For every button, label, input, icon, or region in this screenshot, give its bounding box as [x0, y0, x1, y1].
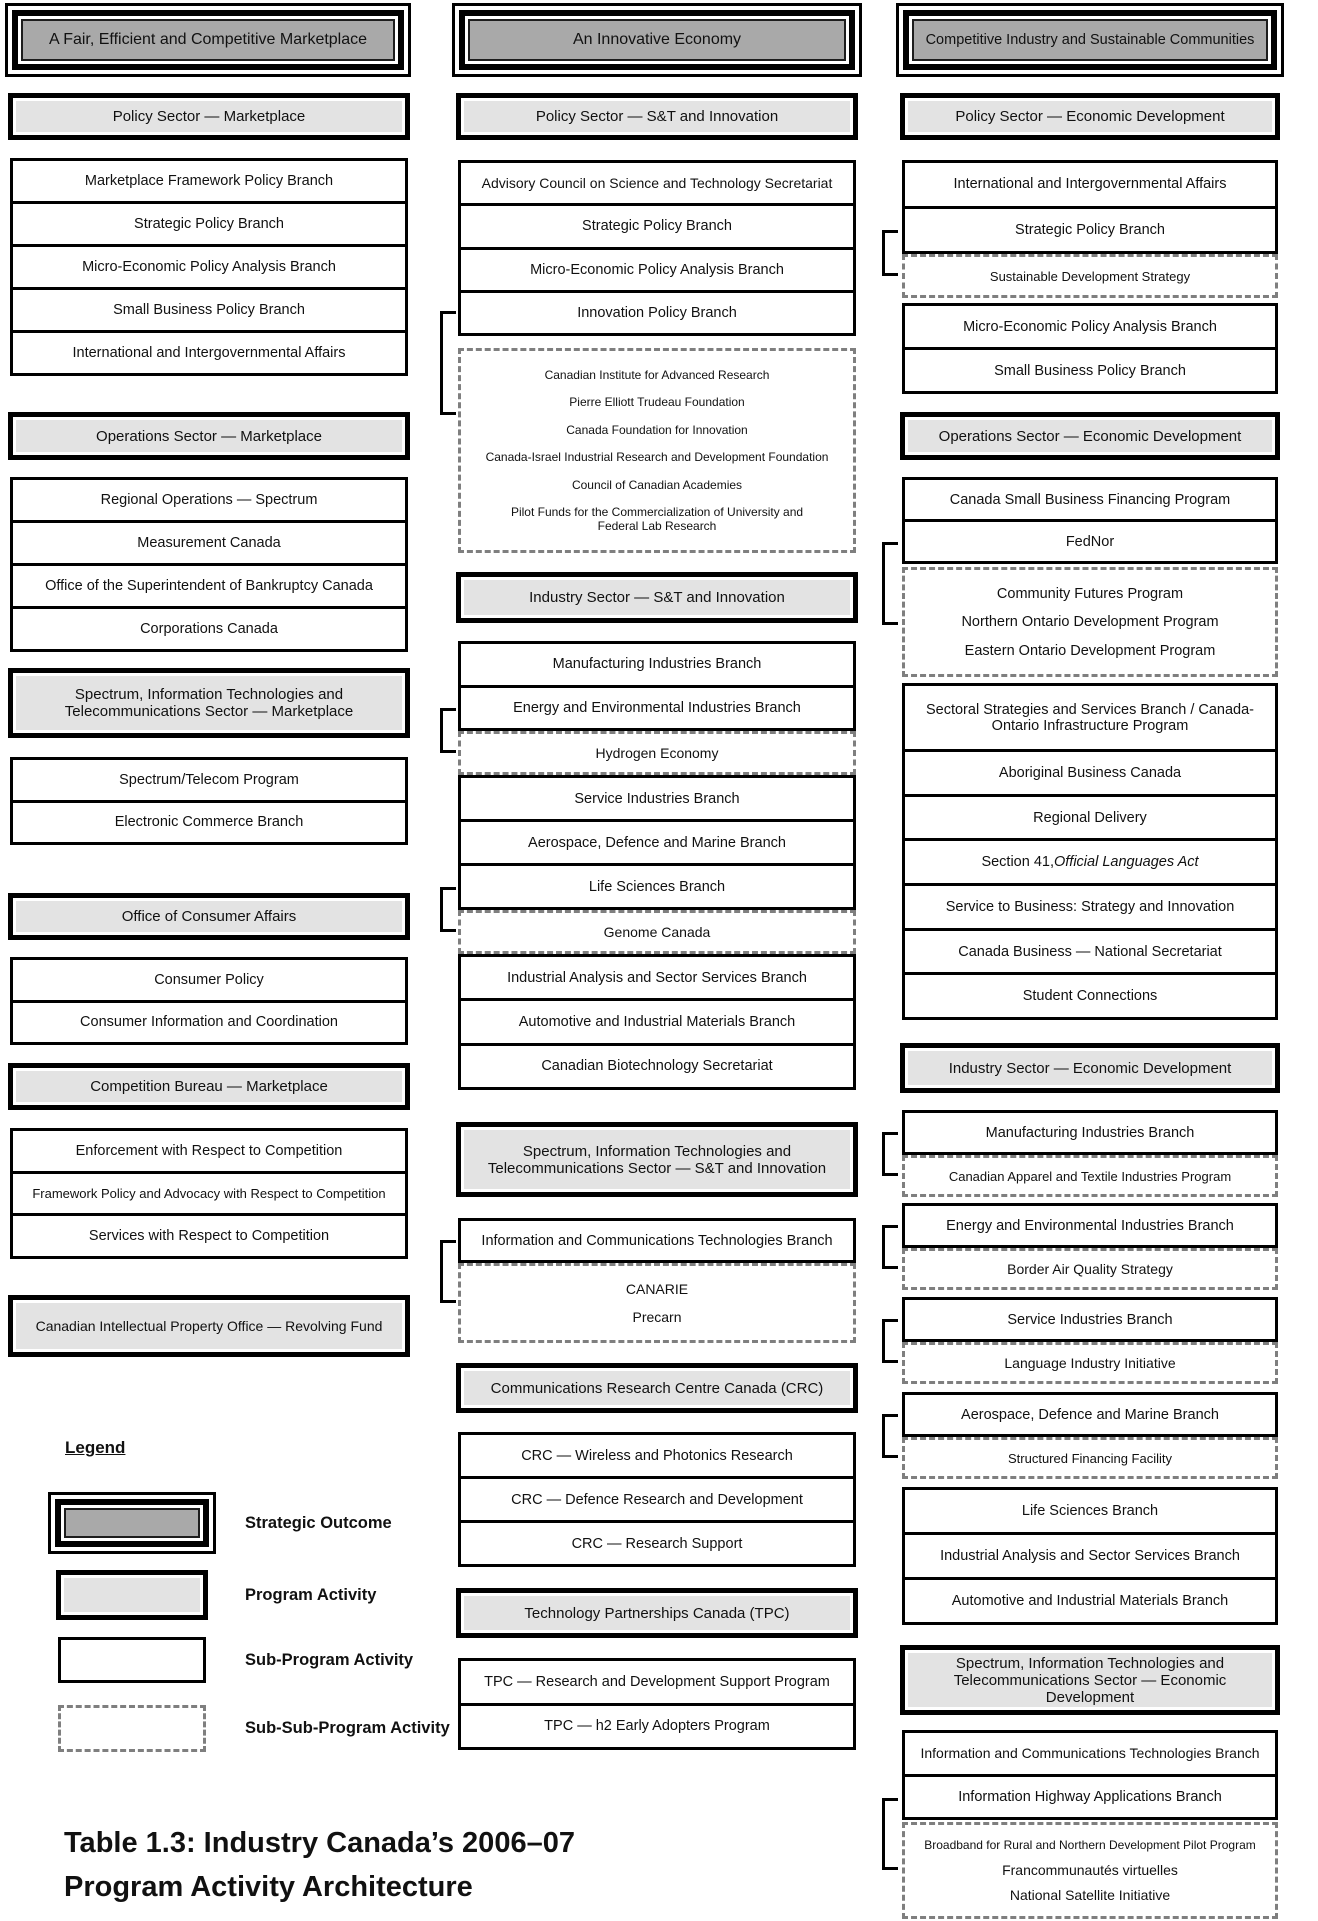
sub-program-row: Small Business Policy Branch — [13, 290, 405, 333]
legend-sub-program-swatch — [58, 1637, 206, 1683]
group-spectrum-marketplace — [10, 757, 408, 845]
legend-sub-sub-program-swatch — [58, 1705, 206, 1752]
group-manufacturing — [902, 1110, 1278, 1155]
sub-program-row: Micro-Economic Policy Analysis Branch — [461, 250, 853, 293]
sub-program-row: Service Industries Branch — [461, 778, 853, 822]
sub-program-row: Service to Business: Strategy and Innovation — [905, 886, 1275, 931]
sub-program-row: Life Sciences Branch — [905, 1490, 1275, 1535]
sub-sub-structured-financing — [902, 1437, 1278, 1479]
sub-program-row: Canada Business — National Secretariat — [905, 931, 1275, 976]
sub-sub-genome-canada — [458, 910, 856, 954]
program-spectrum-sector-marketplace: Spectrum, Information Technologies and Telecommunications Sector — Marketplace — [8, 668, 410, 738]
legend-sub-sub-program-label: Sub-Sub-Program Activity — [245, 1719, 450, 1737]
sub-program-row: Automotive and Industrial Materials Branch — [461, 1001, 853, 1045]
sub-sub-program-item: Council of Canadian Academies — [571, 477, 743, 492]
sub-program-row: Industrial Analysis and Sector Services Branch — [461, 957, 853, 1001]
sub-program-row: Consumer Policy — [13, 960, 405, 1003]
group-operations-marketplace — [10, 477, 408, 652]
legend-strategic-swatch — [48, 1492, 216, 1554]
sub-sub-program-item: Canada-Israel Industrial Research and Development Foundation — [485, 450, 829, 465]
sub-sub-program-item: Broadband for Rural and Northern Development Pilot Program — [924, 1837, 1256, 1852]
strategic-outcome-label: An Innovative Economy — [468, 19, 846, 61]
group-service-industries — [902, 1297, 1278, 1342]
sub-sub-program-item: Canadian Apparel and Textile Industries Program — [948, 1168, 1232, 1184]
sub-program-row: Automotive and Industrial Materials Branch — [951, 1593, 1229, 1609]
sub-sub-program-item: Canadian Institute for Advanced Research — [544, 367, 770, 382]
group-energy-environment — [902, 1203, 1278, 1248]
group-policy-economic-b — [902, 303, 1278, 394]
sub-program-row: Energy and Environmental Industries Branch — [513, 699, 801, 716]
sub-program-row: Electronic Commerce Branch — [114, 814, 304, 831]
sub-sub-language-industry — [902, 1342, 1278, 1384]
sub-sub-program-item: Community Futures Program — [996, 585, 1184, 602]
program-office-consumer-affairs: Office of Consumer Affairs — [8, 893, 410, 940]
group-industry-a — [458, 641, 856, 731]
program-operations-sector-marketplace: Operations Sector — Marketplace — [8, 412, 410, 460]
group-ict-economic — [902, 1730, 1278, 1820]
strategic-outcome-frame — [903, 10, 1277, 70]
group-policy-marketplace — [10, 158, 408, 376]
connector-bracket — [440, 1240, 456, 1303]
legend-program-label: Program Activity — [245, 1585, 377, 1604]
sub-program-row: Corporations Canada — [140, 621, 278, 637]
sub-program-row: Manufacturing Industries Branch — [985, 1124, 1195, 1141]
program-policy-sector-economic: Policy Sector — Economic Development — [900, 93, 1280, 140]
sub-sub-group-ict — [458, 1263, 856, 1343]
sub-program-row: Information Highway Applications Branch — [958, 1788, 1222, 1805]
connector-bracket — [440, 708, 456, 753]
sub-sub-program-item: Language Industry Initiative — [1004, 1355, 1176, 1371]
group-operations-economic — [902, 477, 1278, 564]
connector-bracket — [882, 1319, 898, 1363]
group-industry-c — [458, 954, 856, 1090]
sub-program-row: Aboriginal Business Canada — [905, 752, 1275, 797]
sub-program-row: Aerospace, Defence and Marine Branch — [961, 1406, 1219, 1423]
sub-program-row: Student Connections — [1022, 988, 1158, 1005]
sub-program-row: Consumer Information and Coordination — [80, 1014, 338, 1031]
section41-prefix: Section 41, — [981, 854, 1054, 871]
group-competition-bureau — [10, 1128, 408, 1259]
legend-heading: Legend — [65, 1438, 126, 1457]
sub-program-row: Sectoral Strategies and Services Branch / Canada-Ontario Infrastructure Program — [905, 686, 1275, 752]
group-ict-branch — [458, 1218, 856, 1263]
sub-sub-group-broadband — [902, 1822, 1278, 1919]
strategic-outcome-frame — [12, 10, 404, 70]
program-industry-sector-st-innovation: Industry Sector — S&T and Innovation — [456, 572, 858, 623]
sub-program-row: Micro-Economic Policy Analysis Branch — [905, 306, 1275, 350]
legend-strategic-swatch-frame — [55, 1499, 209, 1547]
connector-bracket — [440, 311, 456, 415]
group-policy-st-innovation — [458, 160, 856, 336]
sub-sub-program-item: Structured Financing Facility — [1007, 1450, 1172, 1466]
legend-strategic-swatch-fill — [64, 1508, 200, 1538]
program-policy-sector-marketplace: Policy Sector — Marketplace — [8, 93, 410, 140]
sub-program-row: Office of the Superintendent of Bankruptcy Canada — [13, 566, 405, 609]
group-services-economic — [902, 683, 1278, 1020]
strategic-outcome-competitive-industry — [896, 3, 1284, 77]
sub-sub-program-item: Precarn — [632, 1309, 682, 1325]
sub-program-row: Innovation Policy Branch — [577, 304, 737, 321]
sub-sub-program-item: Eastern Ontario Development Program — [964, 642, 1216, 659]
sub-program-row: International and Intergovernmental Affairs — [72, 345, 346, 361]
strategic-outcome-label: A Fair, Efficient and Competitive Marketplace — [21, 19, 395, 61]
sub-sub-sustainable-development — [902, 254, 1278, 298]
group-consumer-affairs — [10, 957, 408, 1045]
sub-sub-group-innovation-policy — [458, 348, 856, 553]
sub-program-row: CRC — Defence Research and Development — [461, 1479, 853, 1523]
sub-program-row: Advisory Council on Science and Technology Secretariat — [461, 163, 853, 206]
sub-program-row: FedNor — [1065, 533, 1115, 550]
group-industry-b — [458, 775, 856, 910]
sub-sub-hydrogen-economy — [458, 731, 856, 775]
program-crc: Communications Research Centre Canada (CRC) — [456, 1363, 858, 1413]
sub-sub-program-item: Francommunautés virtuelles — [1002, 1861, 1178, 1878]
sub-sub-program-item: Canada Foundation for Innovation — [566, 422, 748, 437]
sub-program-row: Services with Respect to Competition — [88, 1228, 330, 1245]
sub-program-row: Regional Delivery — [905, 797, 1275, 842]
sub-sub-border-air-quality — [902, 1248, 1278, 1290]
connector-bracket — [882, 1414, 898, 1458]
sub-program-row: International and Intergovernmental Affairs — [905, 163, 1275, 209]
connector-bracket — [440, 887, 456, 932]
connector-bracket — [882, 1798, 898, 1870]
sub-program-row: Micro-Economic Policy Analysis Branch — [13, 247, 405, 290]
legend-program-swatch — [56, 1570, 208, 1620]
sub-program-row: Canadian Biotechnology Secretariat — [541, 1058, 773, 1075]
strategic-outcome-marketplace — [5, 3, 411, 77]
program-policy-sector-st-innovation: Policy Sector — S&T and Innovation — [456, 93, 858, 140]
legend-strategic-label: Strategic Outcome — [245, 1513, 392, 1532]
connector-bracket — [882, 230, 898, 276]
sub-sub-program-item: Genome Canada — [603, 924, 711, 940]
strategic-outcome-innovative-economy — [452, 3, 862, 77]
strategic-outcome-label: Competitive Industry and Sustainable Communities — [912, 19, 1268, 61]
group-tpc — [458, 1658, 856, 1750]
sub-program-row: Enforcement with Respect to Competition — [13, 1131, 405, 1174]
sub-sub-program-item: Pierre Elliott Trudeau Foundation — [569, 395, 745, 410]
sub-program-row: Industrial Analysis and Sector Services Branch — [905, 1535, 1275, 1580]
sub-program-row: Service Industries Branch — [1007, 1311, 1173, 1328]
sub-sub-program-item: Northern Ontario Development Program — [961, 614, 1219, 630]
sub-program-row: TPC — Research and Development Support Program — [461, 1661, 853, 1706]
program-industry-sector-economic: Industry Sector — Economic Development — [900, 1043, 1280, 1093]
connector-bracket — [882, 542, 898, 625]
sub-program-row: Strategic Policy Branch — [1015, 221, 1165, 238]
sub-program-row: Marketplace Framework Policy Branch — [13, 161, 405, 204]
program-spectrum-sector-st-innovation: Spectrum, Information Technologies and Telecommunications Sector — S&T and Innovation — [456, 1122, 858, 1197]
strategic-outcome-frame — [459, 10, 855, 70]
program-tpc: Technology Partnerships Canada (TPC) — [456, 1588, 858, 1638]
connector-bracket — [882, 1132, 898, 1176]
sub-sub-program-item: Hydrogen Economy — [595, 745, 719, 761]
sub-program-row: TPC — h2 Early Adopters Program — [544, 1718, 770, 1735]
sub-program-row-section41 — [905, 841, 1275, 886]
sub-program-row: Life Sciences Branch — [588, 878, 726, 895]
sub-sub-program-item: National Satellite Initiative — [1009, 1887, 1171, 1904]
sub-program-row: Canada Small Business Financing Program — [905, 480, 1275, 522]
sub-sub-program-item: Sustainable Development Strategy — [989, 268, 1191, 284]
sub-sub-program-item: Border Air Quality Strategy — [1007, 1261, 1173, 1277]
sub-program-row: Energy and Environmental Industries Branch — [946, 1217, 1234, 1234]
sub-sub-program-item: CANARIE — [625, 1281, 689, 1297]
sub-sub-group-fednor — [902, 567, 1278, 677]
diagram-title-line1: Table 1.3: Industry Canada’s 2006–07 — [64, 1827, 575, 1859]
sub-sub-program-item: Pilot Funds for the Commercialization of University and Federal Lab Research — [510, 505, 804, 534]
sub-program-row: Strategic Policy Branch — [13, 204, 405, 247]
sub-program-row: CRC — Wireless and Photonics Research — [461, 1435, 853, 1479]
sub-program-row: Information and Communications Technologies Branch — [905, 1733, 1275, 1777]
sub-program-row: Spectrum/Telecom Program — [13, 760, 405, 803]
sub-program-row: CRC — Research Support — [571, 1535, 743, 1552]
sub-program-row: Regional Operations — Spectrum — [13, 480, 405, 523]
sub-sub-apparel-textile — [902, 1155, 1278, 1197]
sub-program-row: Small Business Policy Branch — [994, 362, 1186, 379]
sub-program-row: Strategic Policy Branch — [461, 206, 853, 249]
sub-program-row: Framework Policy and Advocacy with Respect to Competition — [13, 1174, 405, 1217]
program-spectrum-sector-economic: Spectrum, Information Technologies and Telecommunications Sector — Economic Development — [900, 1645, 1280, 1715]
connector-bracket — [882, 1225, 898, 1269]
sub-program-row: Manufacturing Industries Branch — [461, 644, 853, 688]
group-industry-economic — [902, 1487, 1278, 1625]
group-aerospace — [902, 1392, 1278, 1437]
group-policy-economic-a — [902, 160, 1278, 254]
program-cipo-revolving-fund: Canadian Intellectual Property Office — Revolving Fund — [8, 1295, 410, 1357]
group-crc — [458, 1432, 856, 1567]
diagram-title — [64, 1822, 644, 1909]
legend-sub-program-label: Sub-Program Activity — [245, 1650, 414, 1669]
sub-program-row: Aerospace, Defence and Marine Branch — [461, 822, 853, 866]
program-operations-sector-economic: Operations Sector — Economic Development — [900, 412, 1280, 460]
program-competition-bureau: Competition Bureau — Marketplace — [8, 1063, 410, 1110]
sub-program-row: Information and Communications Technologies Branch — [481, 1232, 833, 1249]
sub-program-row: Measurement Canada — [13, 523, 405, 566]
diagram-title-line2: Program Activity Architecture — [64, 1870, 473, 1903]
section41-act-title: Official Languages Act — [1054, 854, 1199, 871]
